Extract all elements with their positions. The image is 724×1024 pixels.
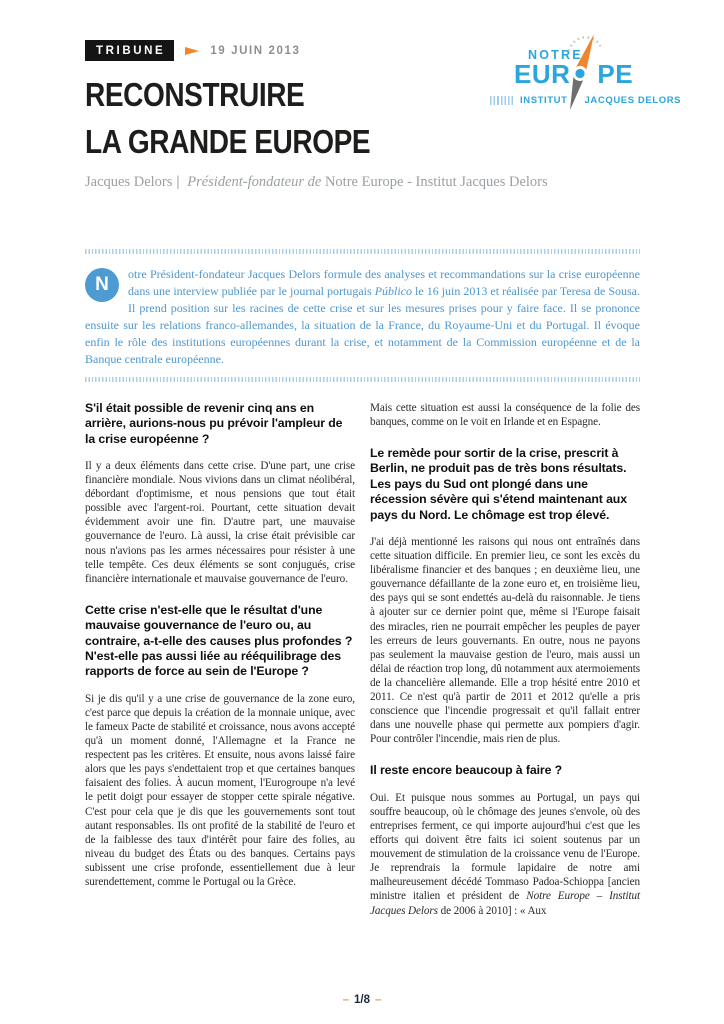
- notre-europe-logo: [494, 48, 682, 110]
- page-title: [85, 72, 557, 166]
- intro-text-2: le 16 juin 2013 et réalisée par Teresa de Sousa. Il prend position sur les racines de cette crise et sur les mesures prises pour y faire face. Il se prononce ensuite sur les relations franco-allemandes, la situation de la France, du Royaume-Uni et du Portugal. Il évoque enfin le rôle des institutions européennes durant la crise, et notamment de la Commission européenne et de la Banque centrale européenne.: [85, 283, 640, 366]
- logo-subtitle: [490, 95, 681, 106]
- body-paragraph: Oui. Et puisque nous sommes au Portugal, un pays qui souffre beaucoup, où le chômage des jeunes s'envole, où des entreprises ferment, ce qui importe aujourd'hui c'est que les efforts qui doivent être faits ici soient soutenus par un mouvement de stimulation de la croissance venu de l'Europe. Je reprendrais la formule lapidaire de notre ami malheureusement décédé Tommaso Padoa-Schioppa [ancien ministre italien et président de Notre Europe – Institut Jacques Delors de 2006 à 2010] : « Aux: [370, 791, 640, 917]
- tribune-badge: TRIBUNE: [85, 40, 174, 61]
- footer-dash-left: –: [342, 994, 349, 1006]
- body-paragraph: Si je dis qu'il y a une crise de gouvernance de la zone euro, c'est parce que depuis la création de la monnaie unique, avec le fameux Pacte de stabilité et croissance, nous avons accepté qu'à un moment donné, l'Allemagne et la France ne respectent pas les critères. Et ensuite, nous avons laissé faire alors que les pays s'endettaient trop et que certaines banques faisaient des folies. À aucun moment, l'Eurogroupe n'a levé le petit doigt pour essayer de stopper cette spirale négative. C'est pour cela que je dis que les gouvernements sont tout autant responsables. Ils ont profité de la stabilité de l'euro et de la faiblesse des taux d'intérêt pour faire des folies, au niveau du budget des États ou des banques. Certains pays subissent une crise profonde, essentiellement due à leur surendettement, comme le Portugal ou la Grèce.: [85, 692, 355, 889]
- author-org: Notre Europe - Institut Jacques Delors: [324, 173, 548, 190]
- dropcap-badge: N: [85, 268, 119, 302]
- dashed-separator-top: [85, 249, 640, 254]
- byline: [85, 174, 640, 191]
- logo-word-institut: INSTITUT: [520, 95, 568, 106]
- logo-word-notre: NOTRE: [528, 48, 583, 62]
- question-heading: Le remède pour sortir de la crise, prescrit à Berlin, ne produit pas de très bons résultats. Les pays du Sud ont plongé dans une récession sévère qui s'étend maintenant aux pays du Nord. Le chômage est trop élevé.: [370, 445, 627, 522]
- article-body: [85, 401, 640, 931]
- page-number: [0, 994, 724, 1006]
- author-name: Jacques Delors: [85, 173, 173, 190]
- question-heading: S'il était possible de revenir cinq ans en arrière, aurions-nous pu prévoir l'ampleur de la crise européenne ?: [85, 400, 343, 446]
- question-heading: Il reste encore beaucoup à faire ?: [370, 763, 563, 778]
- logo-word-jacques-delors: JACQUES DELORS: [584, 95, 682, 106]
- logo-tick-bars-icon: [490, 96, 515, 105]
- footer-page-value: 1/8: [354, 994, 370, 1006]
- publication-date: 19 JUIN 2013: [210, 44, 301, 57]
- flag-arrow-icon: [185, 47, 199, 55]
- dashed-separator-bottom: [85, 377, 640, 382]
- body-paragraph: Mais cette situation est aussi la conséquence de la folie des banques, comme on le voit en Irlande et en Espagne.: [370, 401, 640, 428]
- body-paragraph: Il y a deux éléments dans cette crise. D'une part, une crise financière mondiale. Nous vivions dans un climat néolibéral, débordant d'optimisme, et nous pensions que tout était possible avec l'argent-roi. Pourtant, cette situation devait évidemment avoir une fin. D'autre part, une mauvaise gouvernance de l'euro. Là aussi, la crise était prévisible car nous n'avions pas les armes nécessaires pour résister à une telle tempête. Ces deux éléments se sont conjugués, crise financière internationale et mauvaise gouvernance de l'euro.: [85, 459, 355, 585]
- column-left: [85, 401, 355, 931]
- body-paragraph: J'ai déjà mentionné les raisons qui nous ont entraînés dans cette situation difficile. En premier lieu, ce sont les excès du libéralisme financier et des banques ; en deuxième lieu, une gouvernance défaillante de la zone euro et, en troisième lieu, des pays qui se sont endettés au-delà du raisonnable. Je tiens à ajouter sur ce dernier point que, même si l'Europe faisait des miracles, rien ne pourrait empêcher les peuples de payer les erreurs de leurs gouvernants. En outre, nous ne payons pas seulement la mauvaise gestion de l'euro, mais aussi un délai de réaction trop long, dû notamment aux atermoiements de la chancelière allemande. Elle a trop hésité entre 2010 et 2011. Ce n'est qu'à partir de 2011 et 2012 qu'elle a pris conscience que l'incendie progressait et qu'il fallait entrer dans une nouvelle phase qui permette aux pompiers d'agir. Pour contrôler l'incendie, mais rien de plus.: [370, 535, 640, 746]
- byline-separator: |: [176, 173, 180, 190]
- title-line-2: LA GRANDE EUROPE: [85, 122, 371, 160]
- intro-text-1: otre Président-fondateur Jacques Delors formule des analyses et recommandations sur la crise européenne dans une interview publiée par le journal portugais: [128, 266, 640, 298]
- title-line-1: RECONSTRUIRE: [85, 76, 305, 113]
- author-role: Président-fondateur de: [187, 173, 322, 190]
- logo-word-europe: EUR PE: [514, 59, 634, 89]
- intro-journal-name: Público: [374, 283, 413, 298]
- footer-dash-right: –: [375, 994, 382, 1006]
- intro-summary: [85, 266, 640, 368]
- column-right: [370, 401, 640, 931]
- question-heading: Cette crise n'est-elle que le résultat d'une mauvaise gouvernance de l'euro ou, au contraire, a-t-elle des causes plus profondes ? N'est-elle pas aussi liée au rééquilibrage des rapports de force au sein de l'Europe ?: [85, 602, 353, 679]
